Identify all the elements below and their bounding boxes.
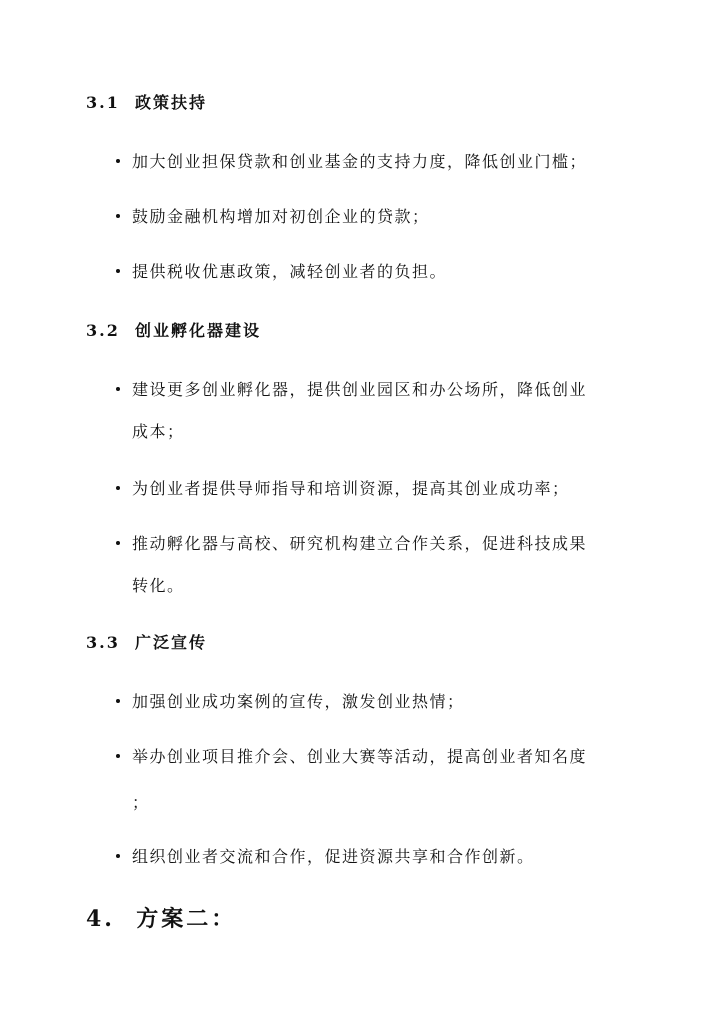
list-item-text-continued: 成本； (132, 422, 185, 441)
list-item-text-continued: 转化。 (132, 576, 185, 595)
bullet-icon (116, 269, 120, 273)
section-heading-3-3 (86, 630, 207, 653)
chapter-heading-4 (86, 902, 236, 933)
list-item-text: 为创业者提供导师指导和培训资源，提高其创业成功率； (132, 479, 570, 498)
bullet-icon (116, 486, 120, 490)
list-item-text: 举办创业项目推介会、创业大赛等活动，提高创业者知名度 (132, 747, 588, 766)
bullet-icon (116, 699, 120, 703)
bullet-icon (116, 214, 120, 218)
list-item-text-continued: ； (132, 793, 150, 812)
list-item-text: 提供税收优惠政策，减轻创业者的负担。 (132, 262, 448, 281)
chapter-number: 4. (86, 906, 115, 932)
bullet-icon (116, 159, 120, 163)
bullet-icon (116, 854, 120, 858)
section-heading-3-2 (86, 318, 261, 341)
list-item-text: 建设更多创业孵化器，提供创业园区和办公场所，降低创业 (132, 380, 588, 399)
bullet-icon (116, 387, 120, 391)
section-number: 3.1 (86, 93, 120, 112)
list-item-text: 加大创业担保贷款和创业基金的支持力度，降低创业门槛； (132, 152, 588, 171)
section-number: 3.2 (86, 321, 120, 340)
section-title: 广泛宣传 (134, 633, 207, 652)
section-number: 3.3 (86, 633, 120, 652)
section-heading-3-1 (86, 90, 207, 113)
list-item-text: 加强创业成功案例的宣传，激发创业热情； (132, 692, 465, 711)
bullet-icon (116, 754, 120, 758)
bullet-icon (116, 541, 120, 545)
section-title: 政策扶持 (134, 93, 207, 112)
list-item-text: 鼓励金融机构增加对初创企业的贷款； (132, 207, 430, 226)
list-item-text: 组织创业者交流和合作，促进资源共享和合作创新。 (132, 847, 535, 866)
chapter-title: 方案二： (136, 906, 237, 932)
section-title: 创业孵化器建设 (134, 321, 261, 340)
list-item-text: 推动孵化器与高校、研究机构建立合作关系，促进科技成果 (132, 534, 588, 553)
